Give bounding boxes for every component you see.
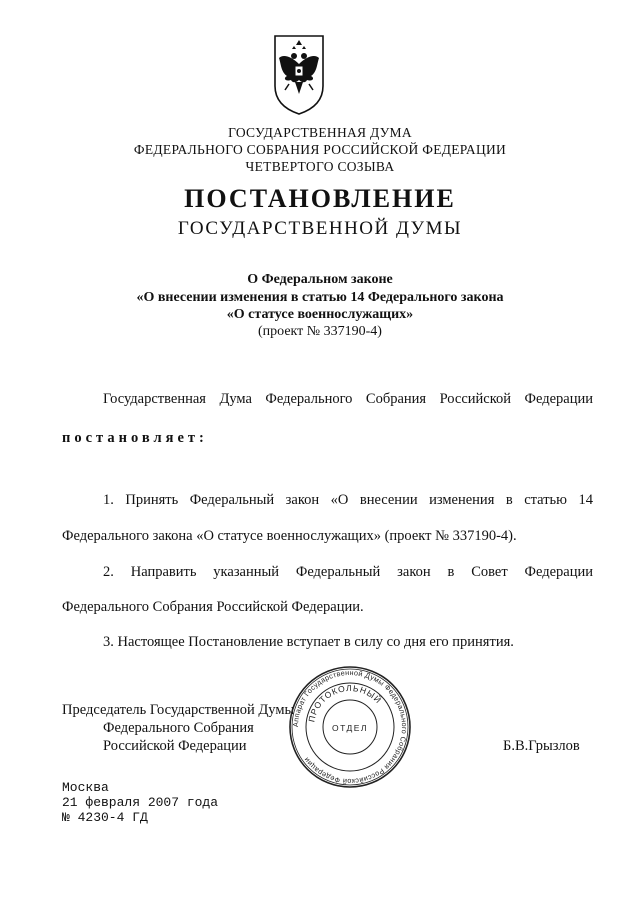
seal-outer-text: Аппарат Государственной Думы Федерального Собрания Российской Федерации <box>290 667 410 787</box>
org-line-1: ГОСУДАРСТВЕННАЯ ДУМА <box>228 125 412 140</box>
footer-city: Москва <box>62 780 109 795</box>
preamble: Государственная Дума Федерального Собрания Российской Федерации <box>103 391 593 407</box>
item-2-line-2: Федерального Собрания Российской Федерации. <box>62 599 364 615</box>
coat-of-arms-emblem <box>273 34 325 116</box>
item-1-line-1: 1. Принять Федеральный закон «О внесении изменения в статью 14 <box>103 492 593 508</box>
signatory-name: Б.В.Грызлов <box>503 738 580 754</box>
seal-center-text: ОТДЕЛ <box>331 723 369 733</box>
law-ref-line-1: О Федеральном законе <box>247 272 393 287</box>
org-line-2: ФЕДЕРАЛЬНОГО СОБРАНИЯ РОССИЙСКОЙ ФЕДЕРАЦИИ <box>133 142 507 157</box>
seal-inner-text: ПРОТОКОЛЬНЫЙ <box>306 682 384 723</box>
signatory-position-line-1: Председатель Государственной Думы <box>62 702 295 718</box>
signatory-position-line-2: Федерального Собрания <box>103 720 254 736</box>
document-subtitle: ГОСУДАРСТВЕННОЙ ДУМЫ <box>177 218 463 239</box>
law-ref-draft-number: (проект № 337190-4) <box>258 324 382 339</box>
law-ref-line-2: «О внесении изменения в статью 14 Федерального закона <box>136 290 504 305</box>
item-3: 3. Настоящее Постановление вступает в силу со дня его принятия. <box>103 634 514 650</box>
footer-date: 21 февраля 2007 года <box>62 795 219 810</box>
resolves-word: постановляет: <box>62 430 208 446</box>
item-1-line-2: Федерального закона «О статусе военнослужащих» (проект № 337190-4). <box>62 528 517 544</box>
item-2-line-1: 2. Направить указанный Федеральный закон в Совет Федерации <box>103 564 593 580</box>
footer-number: № 4230-4 ГД <box>62 810 148 825</box>
law-ref-line-3: «О статусе военнослужащих» <box>226 307 414 322</box>
org-line-3: ЧЕТВЕРТОГО СОЗЫВА <box>245 159 395 174</box>
signatory-position-line-3: Российской Федерации <box>103 738 247 754</box>
document-title: ПОСТАНОВЛЕНИЕ <box>184 184 456 213</box>
protocol-department-seal <box>287 664 413 790</box>
